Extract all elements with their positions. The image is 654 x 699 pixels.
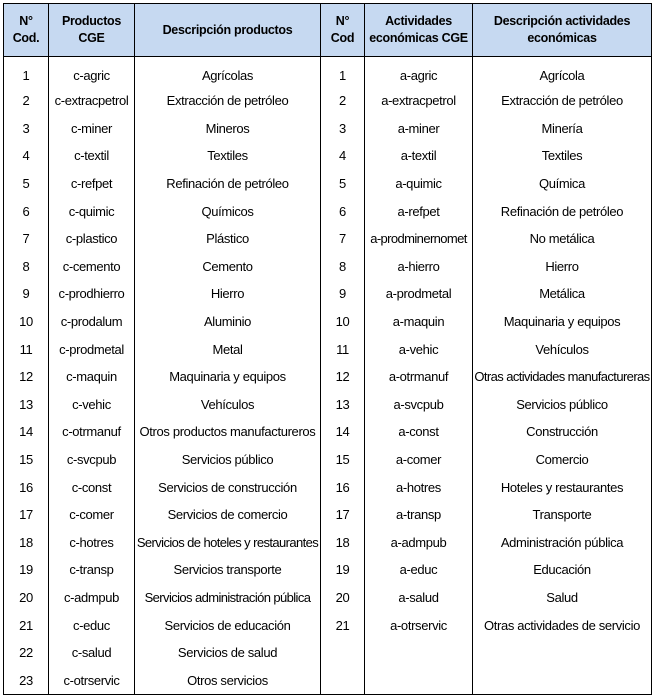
product-code-cell: c-quimic [49, 197, 135, 225]
activity-num-cell: 21 [321, 611, 365, 639]
table-row [4, 611, 652, 639]
activity-num-cell: 4 [321, 142, 365, 170]
activity-desc-cell: No metálica [473, 225, 652, 253]
product-desc-cell: Vehículos [135, 391, 321, 419]
product-desc-cell: Refinación de petróleo [135, 170, 321, 198]
activity-code-cell: a-extracpetrol [365, 87, 473, 115]
activity-num-cell: 11 [321, 335, 365, 363]
product-num-cell: 2 [4, 87, 49, 115]
product-code-cell: c-prodalum [49, 308, 135, 336]
table-container [3, 3, 651, 696]
product-num-cell: 21 [4, 611, 49, 639]
activity-code-cell: a-otrservic [365, 611, 473, 639]
table-row [4, 446, 652, 474]
activity-num-cell: 3 [321, 115, 365, 143]
activity-desc-cell: Agrícola [473, 57, 652, 88]
product-code-cell: c-transp [49, 556, 135, 584]
product-code-cell: c-prodmetal [49, 335, 135, 363]
product-num-cell: 1 [4, 57, 49, 88]
product-num-cell: 9 [4, 280, 49, 308]
product-num-cell: 7 [4, 225, 49, 253]
activity-num-cell [321, 639, 365, 667]
table-row [4, 280, 652, 308]
product-code-cell: c-otrmanuf [49, 418, 135, 446]
table-row [4, 253, 652, 281]
product-code-cell: c-vehic [49, 391, 135, 419]
activity-desc-cell: Administración pública [473, 529, 652, 557]
activity-code-cell: a-hotres [365, 473, 473, 501]
activity-desc-cell: Hierro [473, 253, 652, 281]
product-num-cell: 11 [4, 335, 49, 363]
product-desc-cell: Aluminio [135, 308, 321, 336]
product-num-cell: 8 [4, 253, 49, 281]
product-code-cell: c-textil [49, 142, 135, 170]
table-row [4, 57, 652, 88]
activity-code-cell: a-otrmanuf [365, 363, 473, 391]
activity-code-cell: a-miner [365, 115, 473, 143]
product-num-cell: 20 [4, 584, 49, 612]
activity-code-cell: a-admpub [365, 529, 473, 557]
table-row [4, 170, 652, 198]
product-num-cell: 17 [4, 501, 49, 529]
activity-code-cell: a-salud [365, 584, 473, 612]
product-code-cell: c-prodhierro [49, 280, 135, 308]
product-desc-cell: Químicos [135, 197, 321, 225]
activity-code-cell: a-agric [365, 57, 473, 88]
product-desc-cell: Servicios de hoteles y restaurantes [135, 529, 321, 557]
product-num-cell: 23 [4, 666, 49, 694]
product-desc-cell: Extracción de petróleo [135, 87, 321, 115]
table-row [4, 197, 652, 225]
header-num-cod-activities: N° Cod [321, 4, 365, 57]
activity-desc-cell: Educación [473, 556, 652, 584]
activity-desc-cell: Otras actividades de servicio [473, 611, 652, 639]
header-desc-actividades-line2: económicas [527, 31, 597, 45]
table-row [4, 584, 652, 612]
activity-desc-cell: Comercio [473, 446, 652, 474]
product-desc-cell: Servicios público [135, 446, 321, 474]
activity-num-cell: 12 [321, 363, 365, 391]
product-code-cell: c-agric [49, 57, 135, 88]
activity-code-cell [365, 639, 473, 667]
activity-num-cell: 13 [321, 391, 365, 419]
table-header [4, 4, 652, 57]
product-code-cell: c-miner [49, 115, 135, 143]
activity-code-cell [365, 666, 473, 694]
product-code-cell: c-cemento [49, 253, 135, 281]
activity-num-cell: 17 [321, 501, 365, 529]
table-row [4, 335, 652, 363]
product-code-cell: c-educ [49, 611, 135, 639]
product-code-cell: c-salud [49, 639, 135, 667]
product-num-cell: 6 [4, 197, 49, 225]
product-code-cell: c-const [49, 473, 135, 501]
product-desc-cell: Cemento [135, 253, 321, 281]
activity-desc-cell [473, 639, 652, 667]
product-desc-cell: Mineros [135, 115, 321, 143]
product-desc-cell: Servicios de educación [135, 611, 321, 639]
activity-code-cell: a-svcpub [365, 391, 473, 419]
activity-desc-cell: Extracción de petróleo [473, 87, 652, 115]
product-num-cell: 18 [4, 529, 49, 557]
product-num-cell: 13 [4, 391, 49, 419]
header-descripcion-productos: Descripción productos [135, 4, 321, 57]
activity-num-cell: 14 [321, 418, 365, 446]
activity-code-cell: a-maquin [365, 308, 473, 336]
activity-desc-cell: Servicios público [473, 391, 652, 419]
activity-desc-cell: Transporte [473, 501, 652, 529]
table-row [4, 142, 652, 170]
activity-num-cell: 2 [321, 87, 365, 115]
activity-code-cell: a-const [365, 418, 473, 446]
product-desc-cell: Servicios administración pública [135, 584, 321, 612]
product-desc-cell: Servicios de salud [135, 639, 321, 667]
product-code-cell: c-maquin [49, 363, 135, 391]
product-desc-cell: Textiles [135, 142, 321, 170]
activity-desc-cell: Textiles [473, 142, 652, 170]
product-code-cell: c-plastico [49, 225, 135, 253]
product-code-cell: c-otrservic [49, 666, 135, 694]
product-desc-cell: Maquinaria y equipos [135, 363, 321, 391]
activity-code-cell: a-hierro [365, 253, 473, 281]
product-num-cell: 5 [4, 170, 49, 198]
activity-num-cell: 6 [321, 197, 365, 225]
activity-code-cell: a-refpet [365, 197, 473, 225]
product-desc-cell: Agrícolas [135, 57, 321, 88]
activity-code-cell: a-prodmetal [365, 280, 473, 308]
header-descripcion-actividades [473, 4, 652, 57]
activity-desc-cell: Minería [473, 115, 652, 143]
header-row [4, 4, 652, 57]
table-row [4, 556, 652, 584]
product-desc-cell: Servicios de comercio [135, 501, 321, 529]
product-num-cell: 16 [4, 473, 49, 501]
product-desc-cell: Servicios de construcción [135, 473, 321, 501]
product-num-cell: 15 [4, 446, 49, 474]
activity-num-cell: 15 [321, 446, 365, 474]
header-productos-cge: Productos CGE [49, 4, 135, 57]
table-row [4, 418, 652, 446]
product-code-cell: c-hotres [49, 529, 135, 557]
product-code-cell: c-refpet [49, 170, 135, 198]
table-row [4, 225, 652, 253]
activity-code-cell: a-educ [365, 556, 473, 584]
activity-code-cell: a-transp [365, 501, 473, 529]
activity-desc-cell [473, 666, 652, 694]
activity-code-cell: a-textil [365, 142, 473, 170]
activity-desc-cell: Metálica [473, 280, 652, 308]
product-desc-cell: Otros servicios [135, 666, 321, 694]
table-row [4, 391, 652, 419]
activity-num-cell: 1 [321, 57, 365, 88]
activity-desc-cell: Maquinaria y equipos [473, 308, 652, 336]
table-row [4, 473, 652, 501]
activity-num-cell: 8 [321, 253, 365, 281]
header-actividades-line1: Actividades [385, 14, 452, 28]
activity-num-cell [321, 666, 365, 694]
table-row [4, 87, 652, 115]
activity-num-cell: 18 [321, 529, 365, 557]
product-desc-cell: Plástico [135, 225, 321, 253]
table-row [4, 501, 652, 529]
product-num-cell: 12 [4, 363, 49, 391]
activity-desc-cell: Química [473, 170, 652, 198]
activity-num-cell: 7 [321, 225, 365, 253]
header-actividades-cge [365, 4, 473, 57]
table-row [4, 363, 652, 391]
table-body [4, 57, 652, 695]
activity-code-cell: a-vehic [365, 335, 473, 363]
product-code-cell: c-svcpub [49, 446, 135, 474]
table-row [4, 308, 652, 336]
activity-desc-cell: Otras actividades manufactureras [473, 363, 652, 391]
activity-num-cell: 20 [321, 584, 365, 612]
activity-desc-cell: Construcción [473, 418, 652, 446]
product-desc-cell: Servicios transporte [135, 556, 321, 584]
table-row [4, 666, 652, 694]
product-code-cell: c-extracpetrol [49, 87, 135, 115]
product-num-cell: 10 [4, 308, 49, 336]
header-num-cod-products: N° Cod. [4, 4, 49, 57]
product-num-cell: 19 [4, 556, 49, 584]
product-num-cell: 4 [4, 142, 49, 170]
activity-code-cell: a-prodminernomet [365, 225, 473, 253]
activity-desc-cell: Refinación de petróleo [473, 197, 652, 225]
activity-num-cell: 16 [321, 473, 365, 501]
cge-codes-table [3, 3, 652, 695]
activity-code-cell: a-quimic [365, 170, 473, 198]
activity-desc-cell: Salud [473, 584, 652, 612]
activity-desc-cell: Vehículos [473, 335, 652, 363]
product-num-cell: 22 [4, 639, 49, 667]
activity-num-cell: 10 [321, 308, 365, 336]
product-desc-cell: Hierro [135, 280, 321, 308]
product-num-cell: 3 [4, 115, 49, 143]
header-desc-actividades-line1: Descripción actividades [493, 14, 631, 28]
product-code-cell: c-comer [49, 501, 135, 529]
product-desc-cell: Otros productos manufactureros [135, 418, 321, 446]
product-code-cell: c-admpub [49, 584, 135, 612]
header-actividades-line2: económicas CGE [369, 31, 468, 45]
table-row [4, 115, 652, 143]
activity-num-cell: 5 [321, 170, 365, 198]
activity-num-cell: 9 [321, 280, 365, 308]
product-desc-cell: Metal [135, 335, 321, 363]
table-row [4, 529, 652, 557]
table-row [4, 639, 652, 667]
activity-num-cell: 19 [321, 556, 365, 584]
activity-desc-cell: Hoteles y restaurantes [473, 473, 652, 501]
activity-code-cell: a-comer [365, 446, 473, 474]
product-num-cell: 14 [4, 418, 49, 446]
